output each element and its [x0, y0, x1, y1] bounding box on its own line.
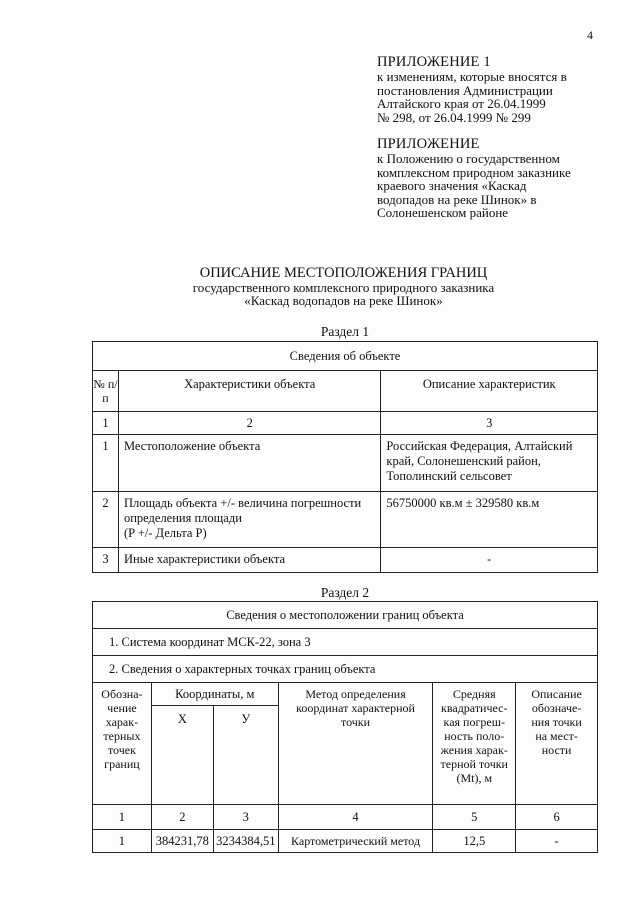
annex-1-line: Алтайского края от 26.04.1999 — [377, 96, 546, 111]
point-x: 384231,78 — [151, 830, 213, 853]
row-characteristic-line: (P +/- Дельта P) — [123, 526, 207, 540]
col-number: 2 — [118, 412, 380, 435]
row-characteristic-line: определения площади — [123, 511, 242, 525]
col-header-coordinates: Координаты, м — [151, 683, 278, 706]
row-description: 56750000 кв.м ± 329580 кв.м — [381, 492, 598, 548]
header-line: точек — [107, 743, 136, 757]
header-line: ность поло- — [444, 729, 505, 743]
row-description: Российская Федерация, Алтайский край, Солонешенский район, Тополинский сельсовет — [381, 435, 598, 492]
table-title-row — [93, 342, 598, 371]
object-info-table — [92, 341, 598, 573]
annex-2-title: ПРИЛОЖЕНИЕ — [377, 136, 480, 152]
col-header-point-description — [516, 683, 598, 805]
column-number-row — [93, 412, 598, 435]
col-header-method — [278, 683, 433, 805]
col-number: 5 — [433, 805, 516, 830]
header-line: ния точки — [531, 715, 582, 729]
row-characteristic-line: Площадь объекта +/- величина погрешности — [123, 496, 362, 510]
point-description: - — [516, 830, 598, 853]
row-number: 1 — [93, 435, 119, 492]
col-number: 2 — [151, 805, 213, 830]
col-number: 4 — [278, 805, 433, 830]
header-line: квадратичес- — [441, 701, 508, 715]
table-title-row — [93, 602, 598, 629]
document-title-line: «Каскад водопадов на реке Шинок» — [244, 293, 443, 308]
table-row — [93, 548, 598, 573]
annex-2-line: Солонешенском районе — [377, 205, 509, 220]
annex-2-line: к Положению о государственном — [377, 151, 560, 166]
header-line: Обозна- — [101, 687, 143, 701]
annex-1-header — [377, 55, 617, 124]
table-row — [93, 830, 598, 853]
coordinate-system-row — [93, 629, 598, 656]
point-number: 1 — [93, 830, 152, 853]
header-line: координат характерной — [296, 701, 415, 715]
header-line: харак- — [105, 715, 139, 729]
header-line: терных — [103, 729, 141, 743]
col-header-designation — [93, 683, 152, 805]
header-line: Описание — [531, 687, 582, 701]
col-number: 3 — [213, 805, 278, 830]
points-info-row — [93, 656, 598, 683]
annex-2-line: краевого значения «Каскад — [377, 178, 527, 193]
header-line: Метод определения — [305, 687, 406, 701]
point-y: 3234384,51 — [213, 830, 278, 853]
col-number: 1 — [93, 412, 119, 435]
header-line: жения харак- — [440, 743, 508, 757]
row-characteristic — [118, 492, 380, 548]
row-description: - — [381, 548, 598, 573]
header-line: точки — [341, 715, 371, 729]
col-header-num: № п/п — [93, 371, 119, 412]
annex-2-header — [377, 137, 617, 220]
document-title-main: ОПИСАНИЕ МЕСТОПОЛОЖЕНИЯ ГРАНИЦ — [199, 265, 488, 281]
annex-1-line: к изменениям, которые вносятся в — [377, 69, 567, 84]
annex-2-line: комплексном природном заказнике — [377, 164, 571, 180]
header-line: на мест- — [535, 729, 578, 743]
coordinate-system: 1. Система координат МСК-22, зона 3 — [93, 629, 598, 656]
col-header-characteristic: Характеристики объекта — [118, 371, 380, 412]
header-line: Средняя — [452, 687, 496, 701]
document-title-line: государственного комплексного природного заказника — [192, 280, 495, 295]
annex-1-line: постановления Администрации — [377, 82, 553, 98]
col-number: 1 — [93, 805, 152, 830]
section-2-label: Раздел 2 — [320, 585, 370, 600]
annex-1-title: ПРИЛОЖЕНИЕ 1 — [377, 54, 491, 70]
col-header-x: X — [151, 706, 213, 805]
header-line: обозначе- — [531, 701, 582, 715]
table-row — [93, 435, 598, 492]
row-characteristic: Иные характеристики объекта — [118, 548, 380, 573]
point-method: Картометрический метод — [278, 830, 433, 853]
document-title — [90, 265, 597, 307]
header-line: (Mt), м — [456, 771, 493, 785]
header-line: чение — [107, 701, 137, 715]
header-line: кая погреш- — [443, 715, 505, 729]
section-1-label: Раздел 1 — [320, 324, 370, 339]
point-error: 12,5 — [433, 830, 516, 853]
header-line: границ — [104, 757, 140, 771]
table-title: Сведения о местоположении границ объекта — [93, 602, 598, 629]
table-row — [93, 492, 598, 548]
annex-1-line: № 298, от 26.04.1999 № 299 — [377, 109, 531, 125]
table-header-row — [93, 371, 598, 412]
header-line: ности — [541, 743, 572, 757]
column-number-row — [93, 805, 598, 830]
page-number: 4 — [587, 28, 593, 42]
header-line: терной точки — [440, 757, 508, 771]
col-number: 6 — [516, 805, 598, 830]
table-title: Сведения об объекте — [93, 342, 598, 371]
row-number: 3 — [93, 548, 119, 573]
col-header-description: Описание характеристик — [381, 371, 598, 412]
row-number: 2 — [93, 492, 119, 548]
col-number: 3 — [381, 412, 598, 435]
points-info: 2. Сведения о характерных точках границ объекта — [93, 656, 598, 683]
table-header-row — [93, 683, 598, 706]
annex-2-line: водопадов на реке Шинок» в — [377, 191, 537, 207]
boundary-points-table — [92, 601, 598, 853]
row-characteristic: Местоположение объекта — [118, 435, 380, 492]
col-header-y: У — [213, 706, 278, 805]
col-header-error — [433, 683, 516, 805]
